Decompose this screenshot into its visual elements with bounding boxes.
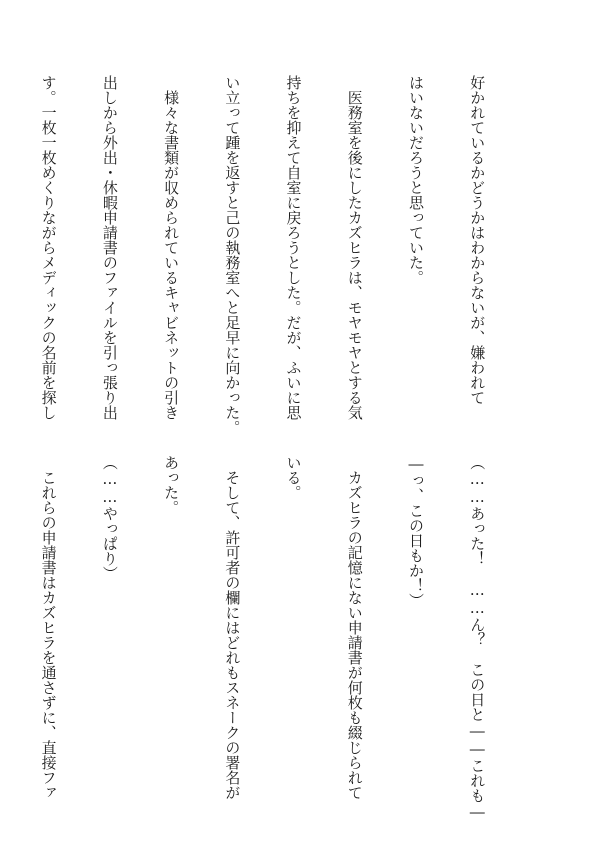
text-line: いる。 [284, 455, 303, 500]
bottom-text-block [39, 455, 528, 821]
text-line: 様々な書類が収められているキャビネットの引き [162, 75, 181, 420]
text-line: い立って踵を返すと己の執務室へと足早に向かった。 [223, 75, 242, 435]
text-line: これらの申請書はカズヒラを通さずに、直接ファ [39, 455, 58, 800]
text-line: 出しから外出・休暇申請書のファイルを引っ張り出 [100, 75, 119, 420]
text-line: 持ちを抑えて自室に戻ろうとした。だが、ふいに思 [284, 75, 303, 420]
text-line: 医務室を後にしたカズヒラは、モヤモヤとする気 [345, 75, 364, 420]
text-line: （……あった！ ……ん？ この日と――これも― [468, 455, 487, 821]
text-line: 好かれているかどうかはわからないが、嫌われて [468, 75, 487, 405]
text-line: ―っ、この日もか！） [406, 455, 425, 608]
text-line: （……やっぱり） [100, 455, 119, 581]
text-line: そして、許可者の欄にはどれもスネークの署名が [223, 455, 242, 800]
text-line: す。一枚一枚めくりながらメディックの名前を探し [39, 75, 58, 420]
top-text-block [39, 75, 528, 435]
text-line: はいないだろうと思っていた。 [406, 75, 425, 285]
text-line: あった。 [162, 455, 181, 515]
text-line: カズヒラの記憶にない申請書が何枚も綴じられて [345, 455, 364, 800]
